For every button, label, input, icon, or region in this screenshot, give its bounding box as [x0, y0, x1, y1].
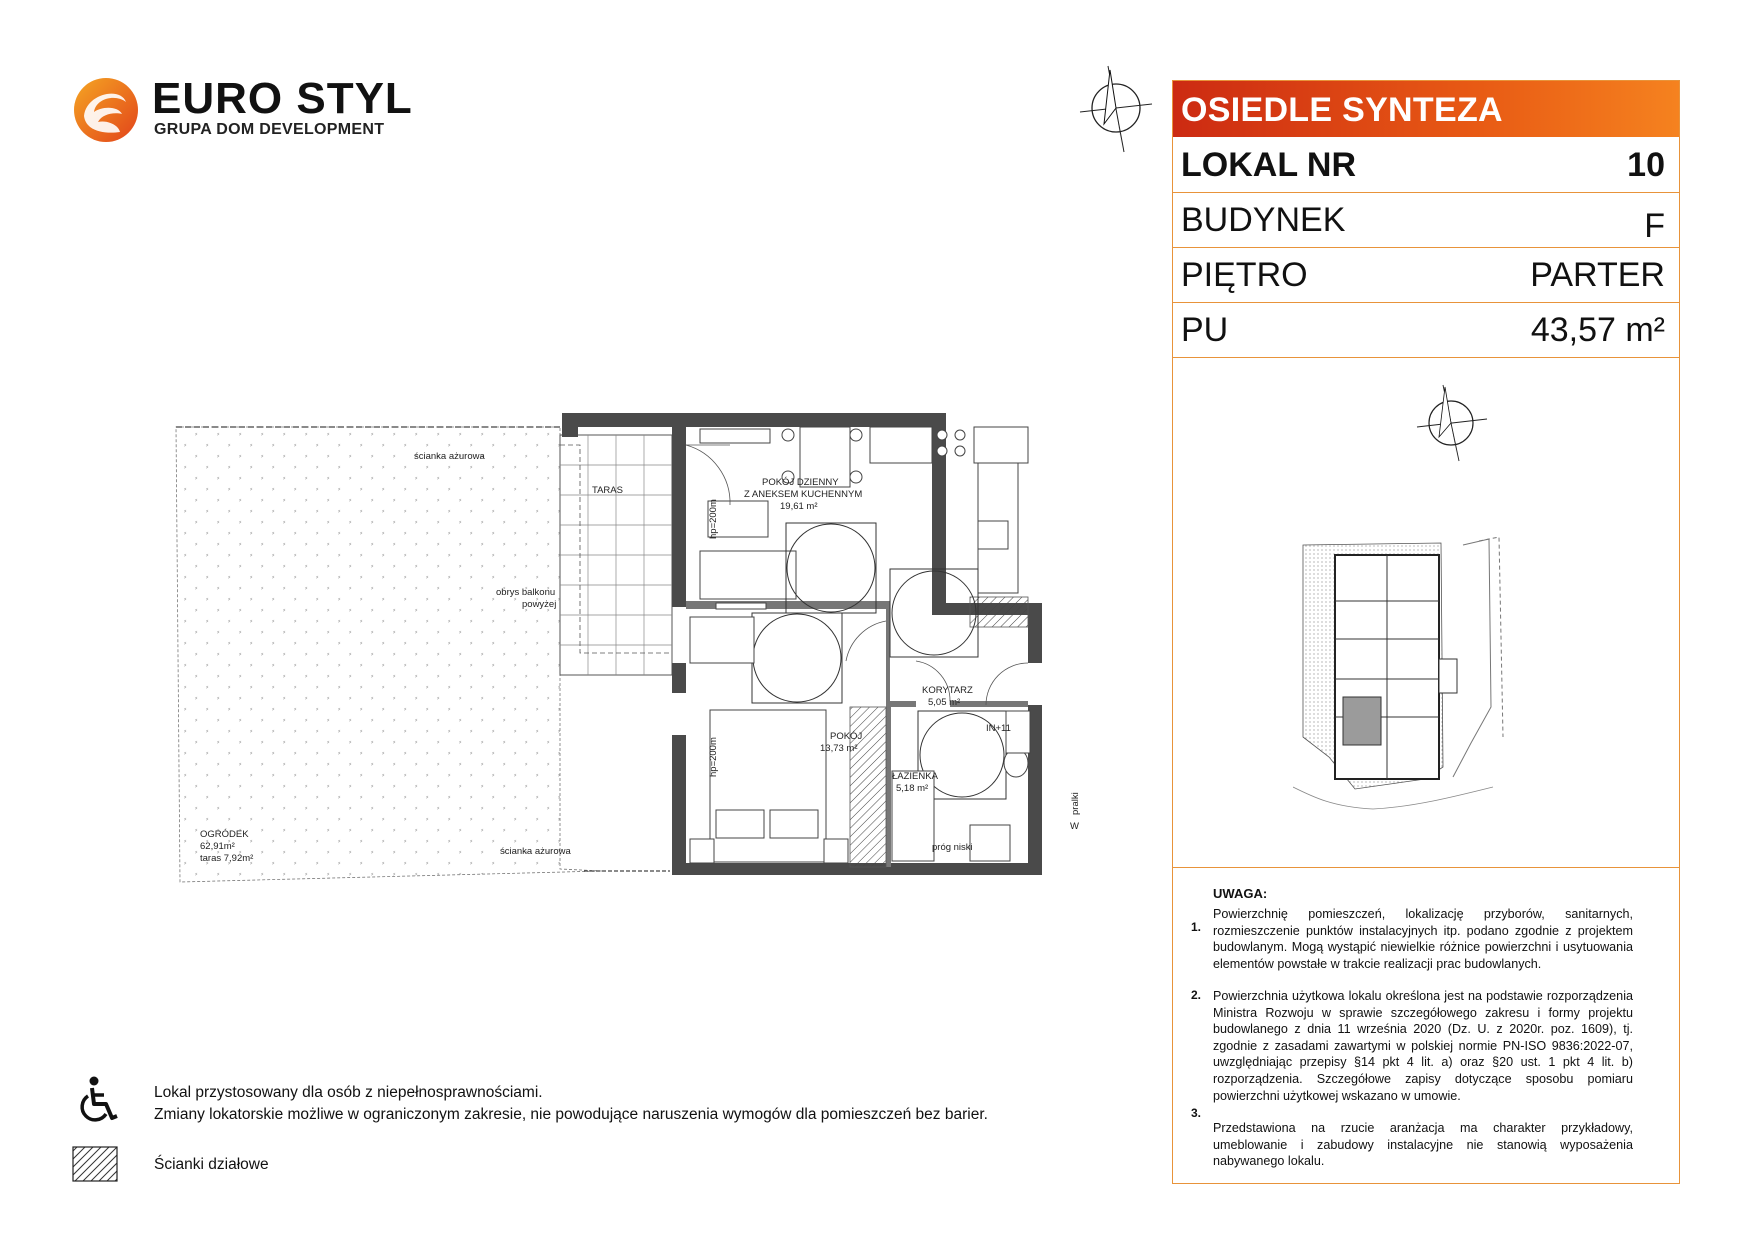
fence-label-bottom: ścianka ażurowa	[500, 846, 571, 857]
note-number: 3.	[1191, 1106, 1202, 1120]
balcony-outline-label: obrys balkonu	[496, 587, 556, 598]
accessible-line-2: Zmiany lokatorskie możliwe w ograniczonym zakresie, nie powodujące naruszenia wymogów dla pomieszczeń bez barier.	[154, 1106, 988, 1123]
note-text: Powierzchnia użytkowa lokalu określona jest na podstawie rozporządzenia Ministra Rozwoju w sprawie szczegółowego zakresu i formy projektu budowlanego z dnia 11 września 2020 (Dz. U. z 2020r. poz. 1609), tj. zgodnie z zasadami zawartymi w polskiej normie PN-ISO 9836:2022-07, uwzględniając przepisy §14 pkt 4 lit. a) oraz §20 ust. 1 pkt 4 lit. b) rozporządzenia. Szczegółowe zapisy dotyczące sposobu pomiaru powierzchni użytkowej wskazano w umowie.	[1213, 989, 1633, 1103]
garden-terrace-area: taras 7,92m²	[200, 853, 254, 864]
note-text: Powierzchnię pomieszczeń, lokalizację przyborów, sanitarnych, rozmieszczenie punktów instalacyjnych itp. podano zgodnie z projektem budowlanym. Mogą wystąpić niewielkie różnice powierzchni i usytuowania elementów powstałe w trakcie realizacji prac budowlanych.	[1213, 907, 1633, 971]
balcony-outline-label-2: powyżej	[522, 599, 557, 610]
note-number: 1.	[1191, 920, 1202, 934]
brand-name: EURO STYL	[152, 74, 413, 123]
building-location-map	[1293, 377, 1593, 847]
bedroom-label: POKÓJ	[830, 731, 863, 742]
living-room-label-2: Z ANEKSEM KUCHENNYM	[744, 489, 863, 500]
estate-name: OSIEDLE SYNTEZA	[1181, 91, 1503, 129]
height-label-1: hp=200m	[708, 499, 719, 539]
row-value: PARTER	[1530, 256, 1665, 294]
row-lokal	[1173, 137, 1679, 193]
row-label: PU	[1181, 311, 1229, 349]
garden-area	[176, 427, 602, 882]
accessible-note	[154, 1082, 1054, 1126]
eurostyl-logo-icon	[72, 76, 140, 144]
entry-label: IN+11	[986, 723, 1011, 734]
garden-label: OGRÓDEK	[200, 829, 249, 840]
fence-label-top: ścianka ażurowa	[414, 451, 485, 462]
corridor-label: KORYTARZ	[922, 685, 973, 696]
row-budynek	[1173, 192, 1679, 248]
hatched-square-icon	[72, 1146, 118, 1182]
row-pu	[1173, 302, 1679, 358]
garden-area-text: 62,91m²	[200, 841, 235, 852]
height-label-2: hp=200m	[708, 737, 719, 777]
row-value: F	[1644, 207, 1665, 245]
row-label: BUDYNEK	[1181, 201, 1346, 239]
bedroom-area: 13,73 m²	[820, 743, 858, 754]
wheelchair-icon	[76, 1076, 120, 1124]
corridor-area: 5,05 m²	[928, 697, 961, 708]
terrace-label: TARAS	[592, 485, 623, 496]
threshold-label: próg niski	[932, 842, 973, 853]
floor-plan	[170, 405, 1110, 885]
pralki-label: pralki	[1070, 792, 1081, 815]
north-arrow-icon	[1078, 64, 1156, 154]
accessible-line-1: Lokal przystosowany dla osób z niepełnosprawnościami.	[154, 1084, 543, 1101]
note-number: 2.	[1191, 988, 1202, 1002]
bathroom-area: 5,18 m²	[896, 783, 929, 794]
panel-header	[1173, 81, 1679, 137]
partition-label: Ścianki działowe	[154, 1156, 269, 1173]
brand-subtitle: GRUPA DOM DEVELOPMENT	[154, 121, 385, 138]
bathroom-label: ŁAZIENKA	[892, 771, 938, 782]
row-pietro	[1173, 247, 1679, 303]
notes-title: UWAGA:	[1213, 886, 1268, 901]
row-label: LOKAL NR	[1181, 146, 1357, 184]
north-arrow-icon	[1417, 385, 1487, 461]
note-text: Przedstawiona na rzucie aranżacja ma charakter przykładowy, umeblowanie i zabudowy instalacyjne nie stanowią wyposażenia nabywanego lokalu.	[1213, 1121, 1633, 1169]
info-panel	[1172, 80, 1680, 1184]
row-value: 10	[1627, 146, 1665, 184]
row-label: PIĘTRO	[1181, 256, 1308, 294]
row-value: 43,57 m²	[1530, 311, 1665, 349]
living-room-label: POKÓJ DZIENNY	[762, 477, 839, 488]
living-room-area: 19,61 m²	[780, 501, 818, 512]
notes-section	[1173, 867, 1679, 1184]
wm-label: W	[1070, 821, 1079, 832]
